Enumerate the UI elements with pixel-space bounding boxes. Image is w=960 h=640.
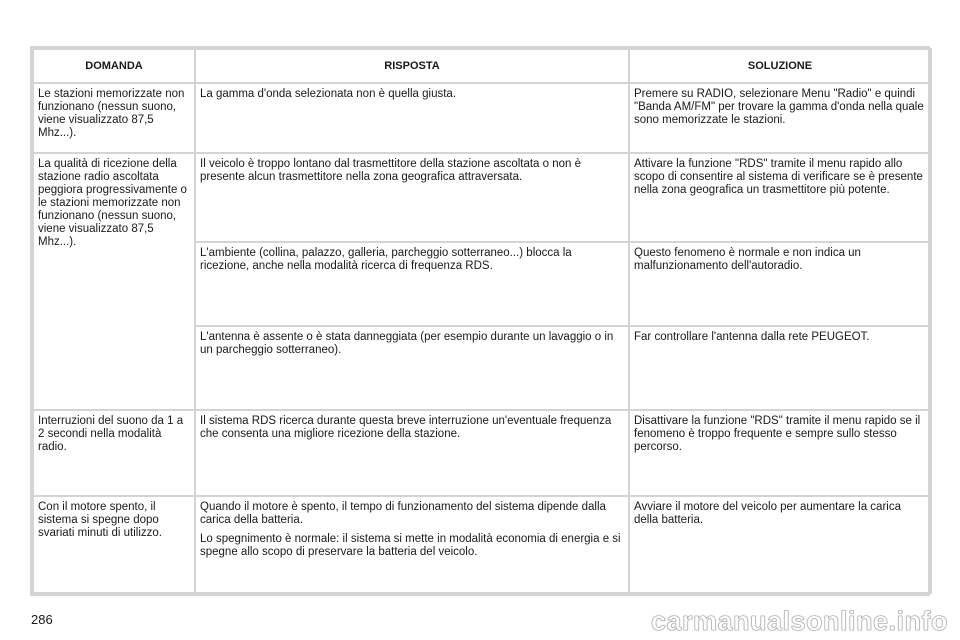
table-row <box>33 496 931 593</box>
solution-cell: Questo fenomeno è normale e non indica un malfunzionamento dell'autoradio. <box>629 242 931 326</box>
page-number: 286 <box>31 612 53 627</box>
solution-cell: Far controllare l'antenna dalla rete PEUGEOT. <box>629 326 931 410</box>
watermark: carmanualsonline.info <box>650 606 948 636</box>
answer-cell <box>195 242 629 326</box>
question-cell: Interruzioni del suono da 1 a 2 secondi nella modalità radio. <box>33 410 195 496</box>
header-solution: SOLUZIONE <box>629 49 931 83</box>
solution-cell: Disattivare la funzione "RDS" tramite il menu rapido se il fenomeno è troppo frequente e sempre sullo stesso percorso. <box>629 410 931 496</box>
table-row <box>33 410 931 496</box>
answer-cell <box>195 326 629 410</box>
troubleshooting-table <box>32 48 932 594</box>
solution-cell: Avviare il motore del veicolo per aumentare la carica della batteria. <box>629 496 931 593</box>
question-cell: Le stazioni memorizzate non funzionano (nessun suono, viene visualizzato 87,5 Mhz...). <box>33 83 195 153</box>
answer-text: Quando il motore è spento, il tempo di funzionamento del sistema dipende dalla carica della batteria. <box>200 501 606 527</box>
table-row <box>33 153 931 242</box>
answer-text: Il veicolo è troppo lontano dal trasmettitore della stazione ascoltata o non è presente alcun trasmettitore nella zona geografica attraversata. <box>200 158 582 184</box>
answer-cell <box>195 496 629 593</box>
solution-cell: Attivare la funzione "RDS" tramite il menu rapido allo scopo di consentire al sistema di verificare se è presente nella zona geografica un trasmettitore più potente. <box>629 153 931 242</box>
question-cell: La qualità di ricezione della stazione radio ascoltata peggiora progressivamente o le stazioni memorizzate non funzionano (nessun suono, viene visualizzato 87,5 Mhz...). <box>33 153 195 410</box>
table-row <box>33 83 931 153</box>
answer-cell <box>195 83 629 153</box>
answer-text: Lo spegnimento è normale: il sistema si mette in modalità economia di energia e si spegne allo scopo di preservare la batteria del veicolo. <box>200 533 621 559</box>
answer-cell <box>195 410 629 496</box>
solution-cell: Premere su RADIO, selezionare Menu "Radio" e quindi "Banda AM/FM" per trovare la gamma d'onda nella quale sono memorizzate le stazioni. <box>629 83 931 153</box>
header-answer: RISPOSTA <box>195 49 629 83</box>
answer-text: L'antenna è assente o è stata danneggiata (per esempio durante un lavaggio o in un parcheggio sotterraneo). <box>200 331 614 357</box>
table-header-row <box>33 49 931 83</box>
answer-text: L'ambiente (collina, palazzo, galleria, parcheggio sotterraneo...) blocca la ricezione, anche nella modalità ricerca di frequenza RDS. <box>200 247 572 273</box>
answer-cell <box>195 153 629 242</box>
question-cell: Con il motore spento, il sistema si spegne dopo svariati minuti di utilizzo. <box>33 496 195 593</box>
answer-text: Il sistema RDS ricerca durante questa breve interruzione un'eventuale frequenza che consenta una migliore ricezione della stazione. <box>200 415 612 441</box>
header-question: DOMANDA <box>33 49 195 83</box>
troubleshooting-table-container <box>30 46 930 596</box>
answer-text: La gamma d'onda selezionata non è quella giusta. <box>200 88 457 100</box>
